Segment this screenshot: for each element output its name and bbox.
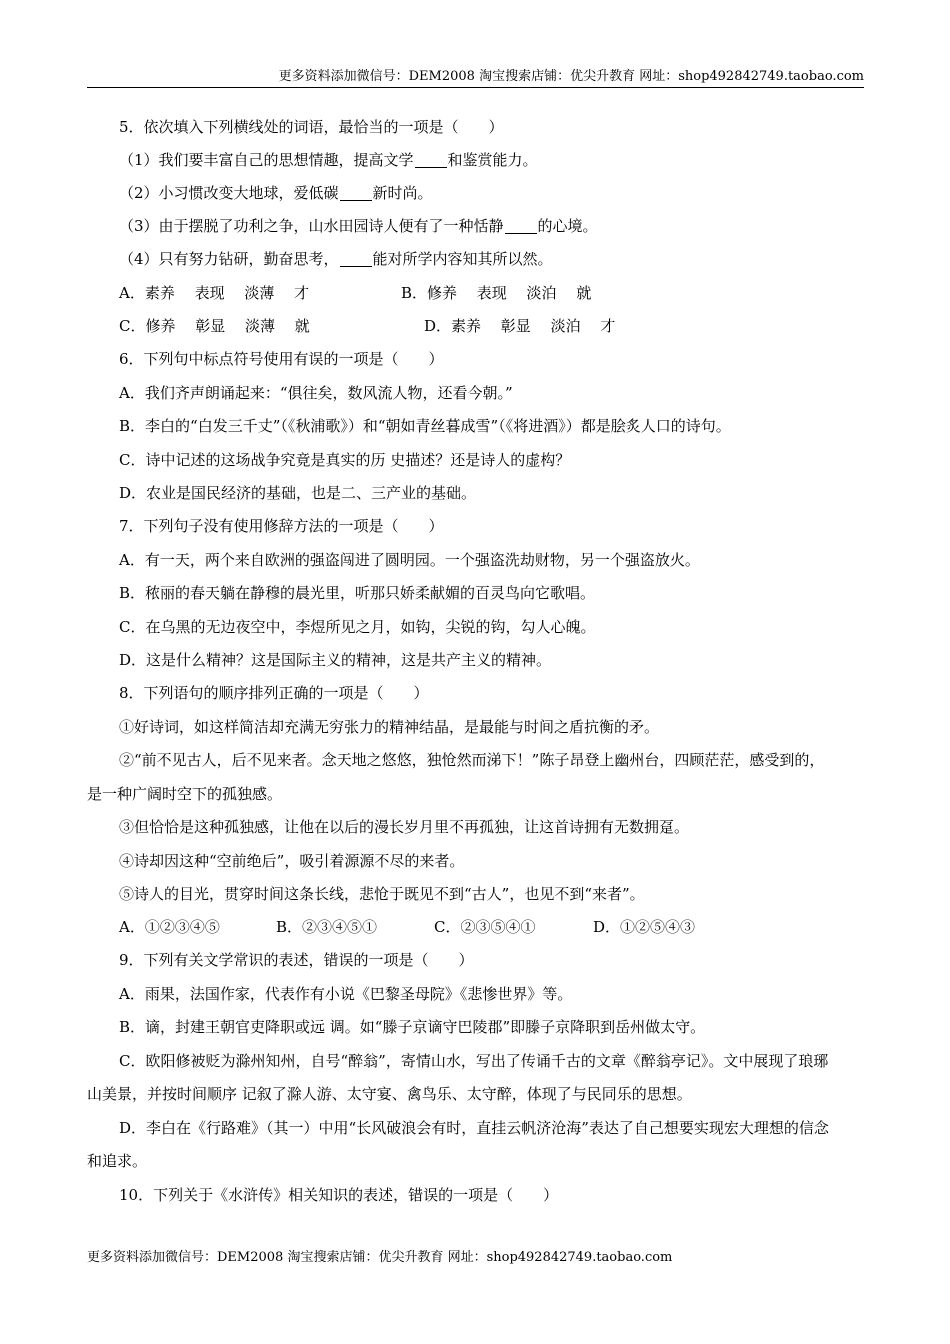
- q5-option-d: D．素养 彰显 淡泊 才: [424, 317, 616, 335]
- q5-s1-after: 和鉴赏能力。: [447, 151, 538, 169]
- q5-sentence-2: [119, 182, 433, 204]
- q8-sentence-3: ③但恰恰是这种孤独感，让他在以后的漫长岁月里不再孤独，让这首诗拥有无数拥趸。: [119, 818, 690, 836]
- q8-option-d: D．①②⑤④③: [593, 918, 696, 936]
- q6-option-a: A．我们齐声朗诵起来：“俱往矣，数风流人物，还看今朝。”: [119, 384, 513, 402]
- q7-option-d: D．这是什么精神？这是国际主义的精神，这是共产主义的精神。: [119, 651, 552, 669]
- q8-sentence-1: ①好诗词，如这样简洁却充满无穷张力的精神结晶，是最能与时间之盾抗衡的矛。: [119, 718, 660, 736]
- q9-option-a: A．雨果，法国作家，代表作有小说《巴黎圣母院》《悲惨世界》等。: [119, 985, 573, 1003]
- q5-s4-after: 能对所学内容知其所以然。: [372, 250, 553, 268]
- q7-stem: 7．下列句子没有使用修辞方法的一项是（ ）: [119, 517, 444, 535]
- q5-sentence-4: [119, 248, 553, 270]
- blank-line: [340, 184, 372, 201]
- q8-sentence-5: ⑤诗人的目光，贯穿时间这条长线，悲怆于既见不到“古人”，也见不到“来者”。: [119, 885, 645, 903]
- blank-line: [340, 250, 372, 267]
- q8-stem: 8．下列语句的顺序排列正确的一项是（ ）: [119, 684, 429, 702]
- q5-sentence-3: [119, 215, 598, 237]
- blank-line: [415, 151, 447, 168]
- q8-sentence-2-continued: 是一种广阔时空下的孤独感。: [87, 785, 283, 803]
- q9-option-b: B．谪，封建王朝官吏降职或远 调。如“滕子京谪守巴陵郡”即滕子京降职到岳州做太守。: [119, 1018, 706, 1036]
- q8-option-c: C．②③⑤④①: [434, 918, 536, 936]
- q8-sentence-4: ④诗却因这种“空前绝后”，吸引着源源不尽的来者。: [119, 852, 465, 870]
- header-rule: [87, 87, 864, 88]
- q8-sentence-2: ②“前不见古人，后不见来者。念天地之悠悠，独怆然而涕下！”陈子昂登上幽州台，四顾茫茫，感受到的，: [119, 751, 825, 769]
- q6-option-c: C．诗中记述的这场战争究竟是真实的历 史描述？还是诗人的虚构？: [119, 451, 571, 469]
- q5-s4-before: （4）只有努力钻研，勤奋思考，: [119, 250, 339, 268]
- q5-option-c: C．修养 彰显 淡薄 就: [119, 317, 310, 335]
- q6-option-d: D．农业是国民经济的基础，也是二、三产业的基础。: [119, 484, 477, 502]
- q6-option-b: B．李白的“白发三千丈”（《秋浦歌》）和“朝如青丝暮成雪”（《将进酒》）都是脍炙人口的诗句。: [119, 417, 731, 435]
- q8-option-b: B．②③④⑤①: [276, 918, 378, 936]
- q9-option-d-continued: 和追求。: [87, 1152, 148, 1170]
- q9-option-d: D．李白在《行路难》（其一）中用“长风破浪会有时，直挂云帆济沧海”表达了自己想要实现宏大理想的信念: [119, 1119, 829, 1137]
- q8-option-a: A．①②③④⑤: [119, 918, 220, 936]
- q5-option-b: B．修养 表现 淡泊 就: [401, 284, 592, 302]
- q7-option-b: B．秾丽的春天躺在静穆的晨光里，听那只娇柔献媚的百灵鸟向它歌唱。: [119, 584, 596, 602]
- q5-s3-before: （3）由于摆脱了功利之争，山水田园诗人便有了一种恬静: [119, 217, 504, 235]
- page-footer: 更多资料添加微信号：DEM2008 淘宝搜索店铺：优尖升教育 网址：shop492842749.taobao.com: [87, 1250, 673, 1265]
- q5-stem: 5．依次填入下列横线处的词语，最恰当的一项是（ ）: [119, 118, 504, 136]
- page-header: 更多资料添加微信号：DEM2008 淘宝搜索店铺：优尖升教育 网址：shop492842749.taobao.com: [278, 69, 864, 84]
- q5-s1-before: （1）我们要丰富自己的思想情趣，提高文学: [119, 151, 414, 169]
- q5-option-a: A．素养 表现 淡薄 才: [119, 284, 310, 302]
- q10-stem: 10．下列关于《水浒传》相关知识的表述，错误的一项是（ ）: [119, 1186, 559, 1204]
- blank-line: [505, 217, 537, 234]
- q9-option-c: C．欧阳修被贬为滁州知州，自号“醉翁”，寄情山水，写出了传诵千古的文章《醉翁亭记》。文中展现了琅琊: [119, 1052, 829, 1070]
- q9-option-c-continued: 山美景，并按时间顺序 记叙了滁人游、太守宴、禽鸟乐、太守醉，体现了与民同乐的思想。: [87, 1085, 692, 1103]
- q5-sentence-1: [119, 149, 538, 171]
- q5-s2-before: （2）小习惯改变大地球，爱低碳: [119, 184, 339, 202]
- q6-stem: 6．下列句中标点符号使用有误的一项是（ ）: [119, 350, 444, 368]
- q7-option-c: C．在乌黑的无边夜空中，李煜所见之月，如钩，尖锐的钩，勾人心魄。: [119, 618, 596, 636]
- q5-s2-after: 新时尚。: [372, 184, 433, 202]
- q7-option-a: A．有一天，两个来自欧洲的强盗闯进了圆明园。一个强盗洗劫财物，另一个强盗放火。: [119, 551, 700, 569]
- q9-stem: 9．下列有关文学常识的表述，错误的一项是（ ）: [119, 951, 474, 969]
- q5-s3-after: 的心境。: [537, 217, 598, 235]
